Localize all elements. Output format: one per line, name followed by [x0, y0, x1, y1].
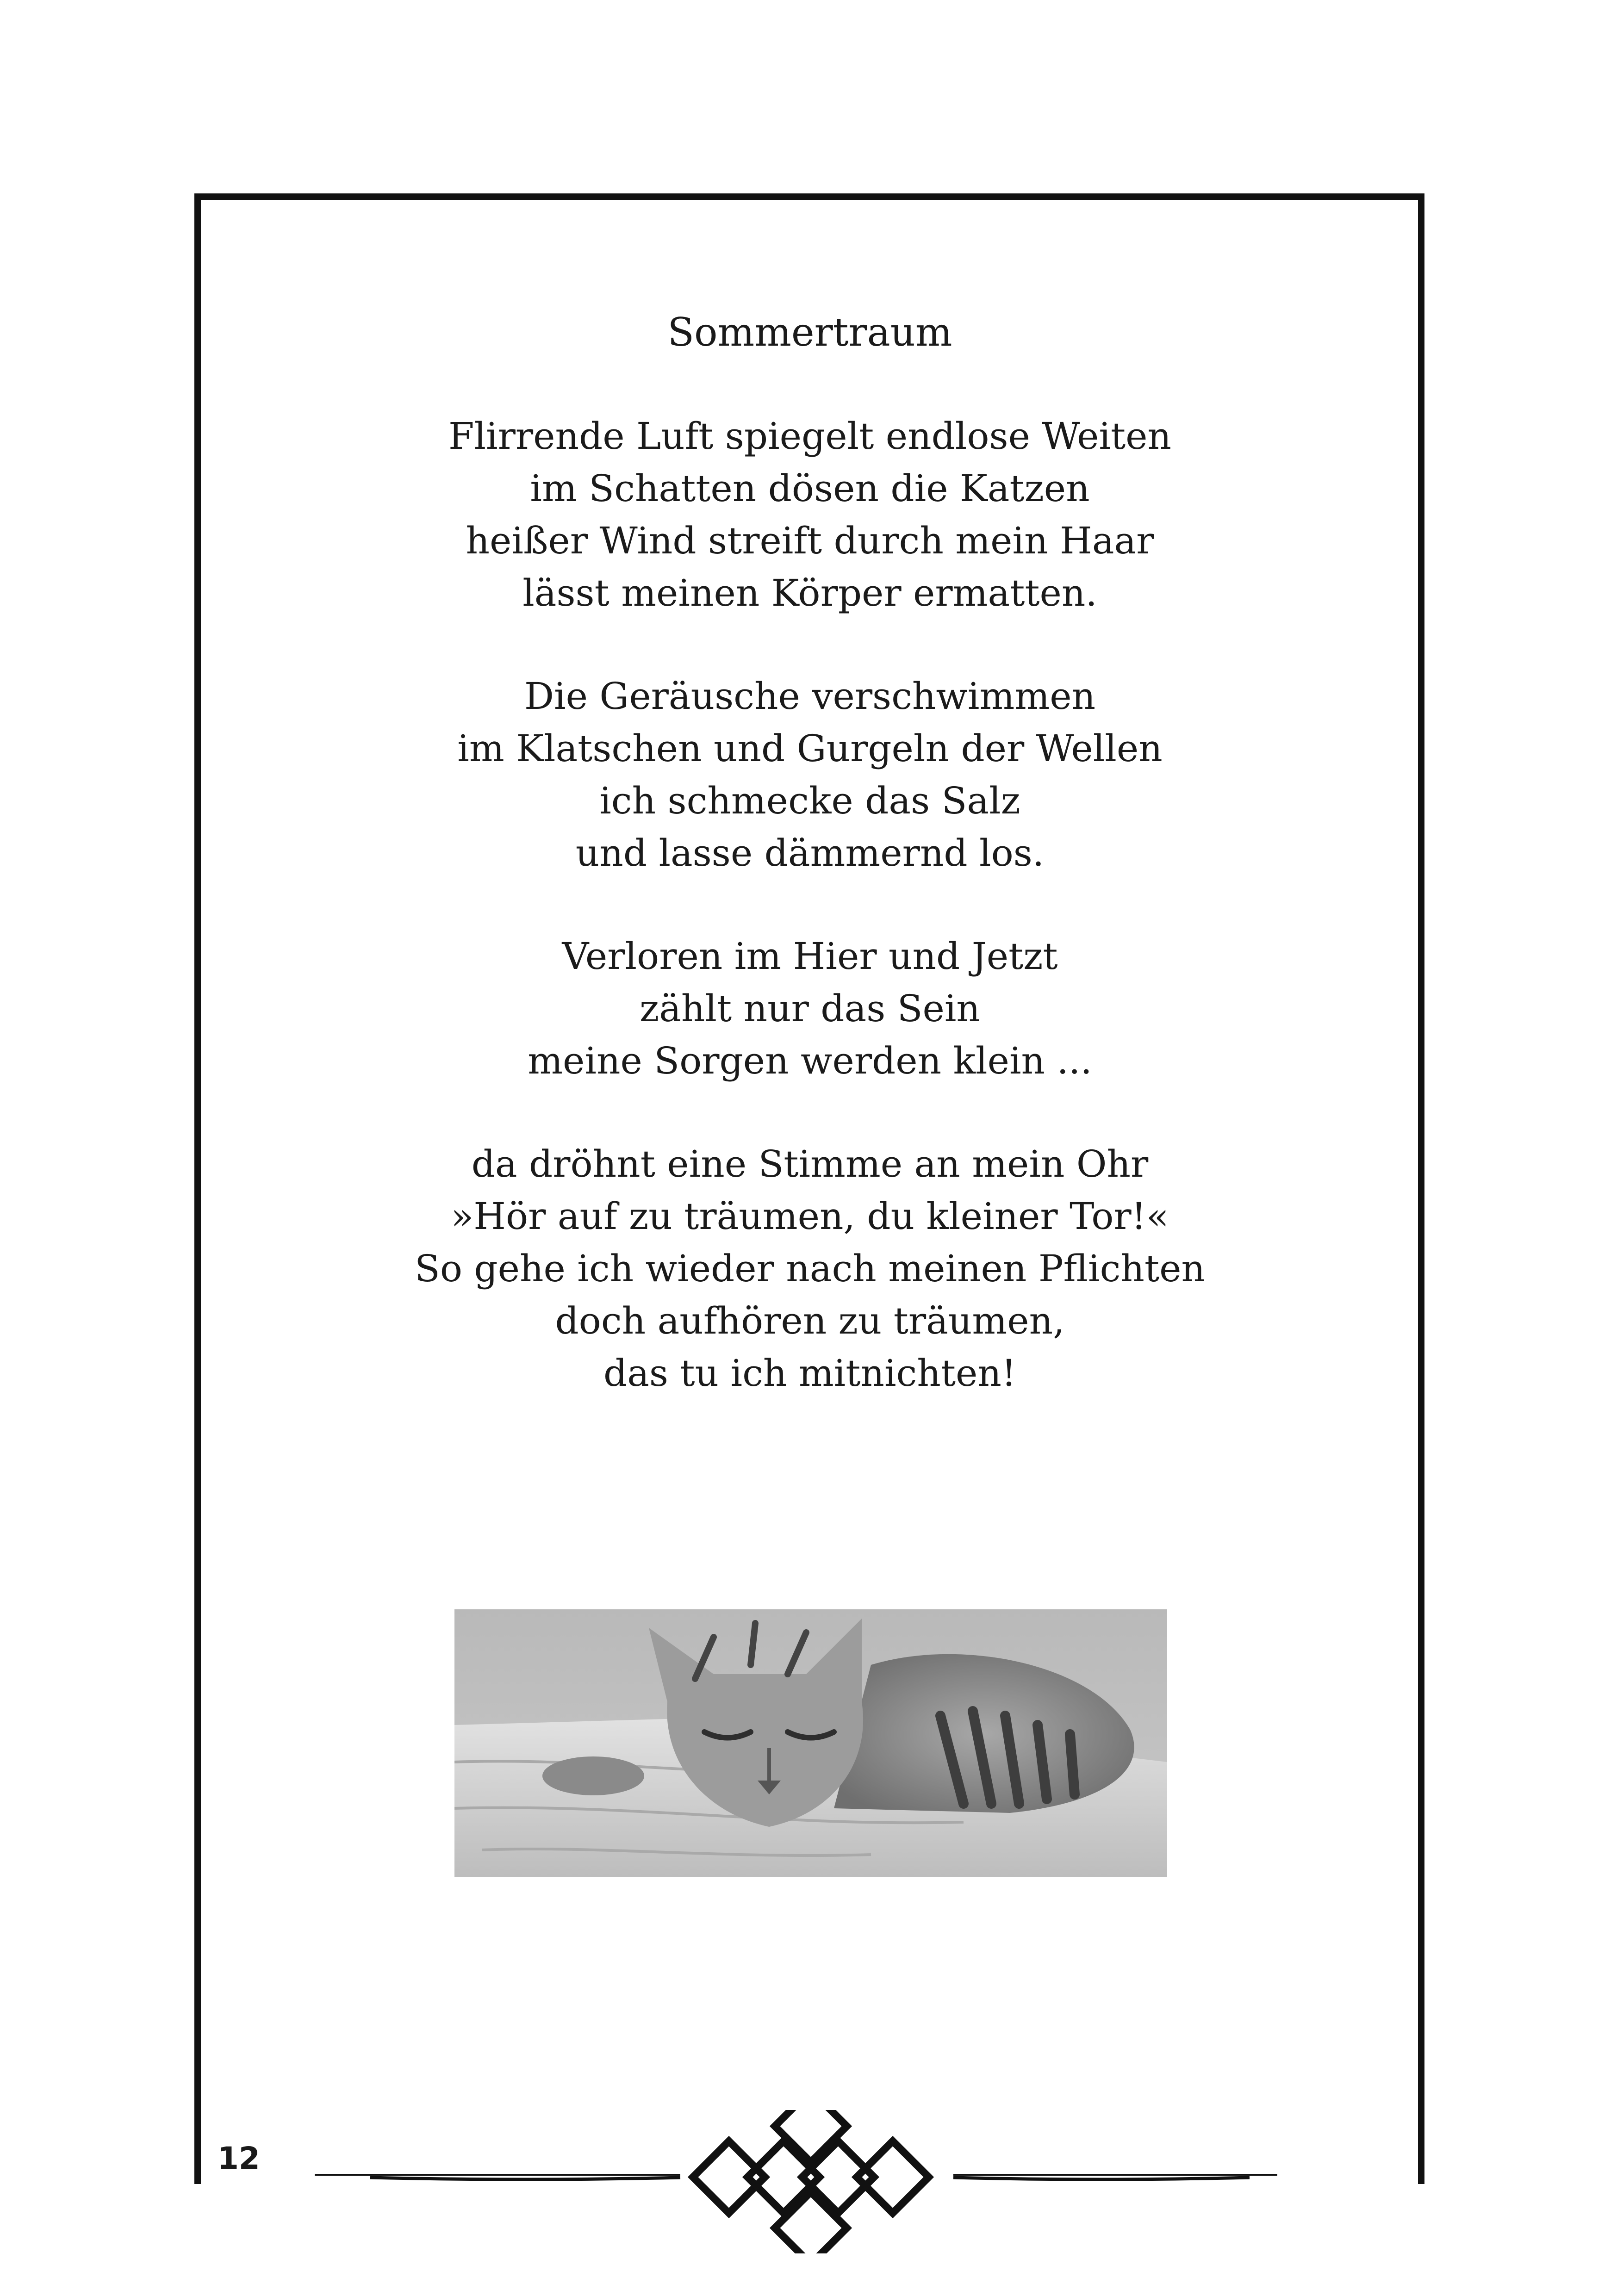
stanza-2 — [324, 670, 1296, 879]
page-frame-top — [194, 193, 1424, 200]
poem-title: Sommertraum — [667, 310, 952, 355]
page-frame-right — [1418, 193, 1424, 2184]
poem-line: Die Geräusche verschwimmen — [524, 675, 1096, 718]
poem-line: zählt nur das Sein — [640, 987, 980, 1030]
poem-line: doch aufhören zu träumen, — [555, 1299, 1065, 1342]
poem-line: heißer Wind streift durch mein Haar — [466, 519, 1154, 562]
sleeping-cat-image — [454, 1609, 1167, 1877]
poem-line: meine Sorgen werden klein ... — [528, 1039, 1092, 1082]
poem-line: So gehe ich wieder nach meinen Pflichten — [415, 1247, 1205, 1290]
poem-line: Flirrende Luft spiegelt endlose Weiten — [448, 415, 1172, 458]
page-frame-left — [194, 193, 201, 2184]
poem-line: ich schmecke das Salz — [599, 779, 1020, 822]
poem — [324, 305, 1296, 1450]
poem-line: im Klatschen und Gurgeln der Wellen — [457, 727, 1163, 770]
page-number: 12 — [218, 2141, 260, 2176]
cat-photo — [454, 1609, 1167, 1877]
poem-line: Verloren im Hier und Jetzt — [562, 935, 1058, 978]
poem-line: lässt meinen Körper ermatten. — [522, 571, 1097, 614]
interlocking-diamonds-icon — [315, 2110, 1305, 2253]
poem-line: da dröhnt eine Stimme an mein Ohr — [471, 1142, 1149, 1185]
poem-line: im Schatten dösen die Katzen — [530, 467, 1090, 510]
stanza-1 — [324, 410, 1296, 619]
poem-line: »Hör auf zu träumen, du kleiner Tor!« — [451, 1195, 1169, 1238]
stanza-3 — [324, 930, 1296, 1087]
poem-line: und lasse dämmernd los. — [575, 832, 1045, 875]
poem-line: das tu ich mitnichten! — [603, 1352, 1017, 1395]
stanza-4 — [324, 1138, 1296, 1399]
